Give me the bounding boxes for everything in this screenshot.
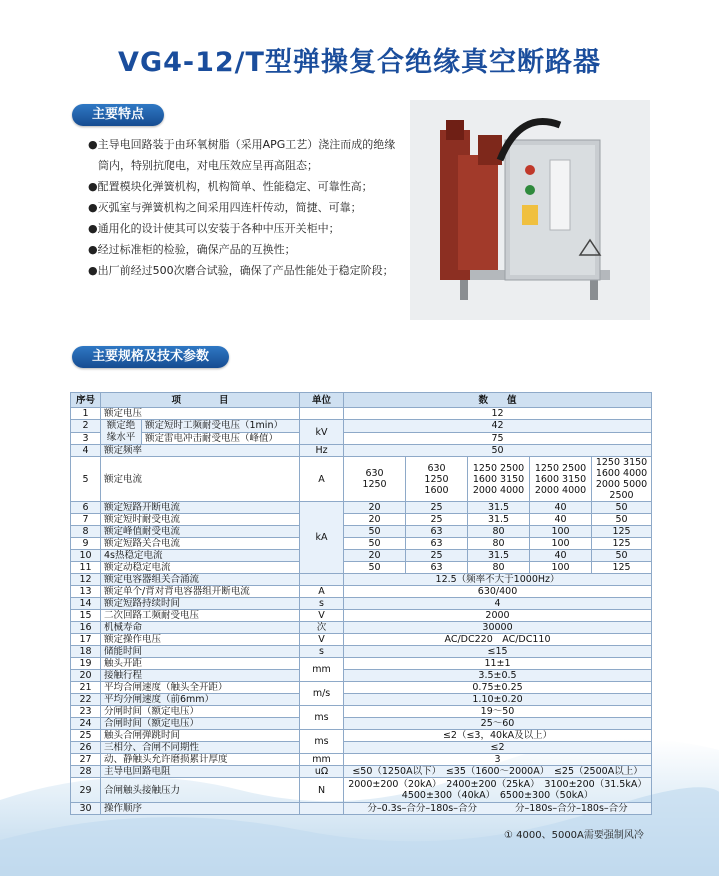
- row-item: 机械寿命: [101, 622, 300, 634]
- table-row: [71, 514, 652, 526]
- cell: 125: [592, 538, 652, 550]
- row-item: 平均合闸速度（触头全开距）: [101, 682, 300, 694]
- table-header-row: [71, 393, 652, 408]
- cell: 80: [468, 526, 530, 538]
- header-no: 序号: [71, 393, 101, 408]
- cell: 100: [530, 562, 592, 574]
- row-no: 28: [71, 766, 101, 778]
- table-row: [71, 408, 652, 420]
- row-item: 额定操作电压: [101, 634, 300, 646]
- table-row: [71, 562, 652, 574]
- cell: 20: [344, 514, 406, 526]
- feature-item: ●经过标准柜的检验，确保产品的互换性；: [88, 243, 296, 256]
- row-no: 25: [71, 730, 101, 742]
- cell: 63: [406, 526, 468, 538]
- row-value: AC/DC220 AC/DC110: [344, 634, 652, 646]
- current-col-3: 1250 2500 1600 3150 2000 4000: [468, 457, 530, 502]
- table-row: [71, 598, 652, 610]
- row-unit: A: [300, 457, 344, 502]
- row-no: 22: [71, 694, 101, 706]
- current-col-1: 630 1250: [344, 457, 406, 502]
- row-item: 三相分、合闸不同期性: [101, 742, 300, 754]
- row-value: ≤50（1250A以下） ≤35（1600～2000A） ≤25（2500A以上）: [344, 766, 652, 778]
- table-row: [71, 706, 652, 718]
- cell: 80: [468, 562, 530, 574]
- row-item: 接触行程: [101, 670, 300, 682]
- cell: 31.5: [468, 502, 530, 514]
- cell: 25: [406, 550, 468, 562]
- row-unit: m/s: [300, 682, 344, 706]
- table-row: [71, 574, 652, 586]
- row-item: 动、静触头允许磨损累计厚度: [101, 754, 300, 766]
- row-no: 2: [71, 420, 101, 433]
- row-unit: mm: [300, 754, 344, 766]
- table-row: [71, 634, 652, 646]
- row-item: 触头开距: [101, 658, 300, 670]
- row-value: 75: [344, 432, 652, 445]
- row-value: ≤2（≤3，40kA及以上）: [344, 730, 652, 742]
- row-no: 8: [71, 526, 101, 538]
- row-value: 3: [344, 754, 652, 766]
- row-item: 合闸触头接触压力: [101, 778, 300, 803]
- table-row: [71, 658, 652, 670]
- row-value: ≤2: [344, 742, 652, 754]
- cell: 40: [530, 550, 592, 562]
- row-no: 26: [71, 742, 101, 754]
- row-unit: [300, 574, 344, 586]
- row-value: 19～50: [344, 706, 652, 718]
- spec-table: [70, 392, 652, 815]
- features-list: [88, 134, 398, 281]
- cell: 125: [592, 562, 652, 574]
- row-value: 25～60: [344, 718, 652, 730]
- row-no: 6: [71, 502, 101, 514]
- row-item: 储能时间: [101, 646, 300, 658]
- row-no: 17: [71, 634, 101, 646]
- row-item: 二次回路工频耐受电压: [101, 610, 300, 622]
- spec-heading: 主要规格及技术参数: [72, 346, 229, 368]
- cell: 20: [344, 550, 406, 562]
- row-item: 额定短路关合电流: [101, 538, 300, 550]
- feature-item: ●灭弧室与弹簧机构之间采用四连杆传动，简捷、可靠；: [88, 201, 362, 214]
- footnote: ① 4000、5000A需要强制风冷: [504, 830, 644, 841]
- row-item: 额定电压: [101, 408, 300, 420]
- row-value: 630/400: [344, 586, 652, 598]
- row-unit: mm: [300, 658, 344, 682]
- row-unit: ms: [300, 706, 344, 730]
- breaker-illustration: [410, 100, 650, 320]
- table-row: [71, 730, 652, 742]
- row-unit: A: [300, 586, 344, 598]
- row-value: 50: [344, 445, 652, 457]
- row-no: 1: [71, 408, 101, 420]
- table-row: [71, 670, 652, 682]
- table-row: [71, 586, 652, 598]
- row-unit: s: [300, 646, 344, 658]
- cell: 100: [530, 538, 592, 550]
- cell: 40: [530, 502, 592, 514]
- row-item: 额定峰值耐受电流: [101, 526, 300, 538]
- feature-item: ●配置模块化弹簧机构，机构简单、性能稳定、可靠性高；: [88, 180, 373, 193]
- row-value: 2000: [344, 610, 652, 622]
- row-no: 9: [71, 538, 101, 550]
- row-value: 3.5±0.5: [344, 670, 652, 682]
- row-item: 额定雷电冲击耐受电压（峰值）: [142, 432, 300, 445]
- row-no: 16: [71, 622, 101, 634]
- row-item: 额定电流: [101, 457, 300, 502]
- row-item: 平均分闸速度（前6mm）: [101, 694, 300, 706]
- row-value: 1.10±0.20: [344, 694, 652, 706]
- feature-item: ●主导电回路装于由环氧树脂（采用APG工艺）浇注而成的绝缘筒内，特别抗爬电，对电压效应呈再高阻态；: [88, 138, 396, 172]
- cell: 50: [344, 562, 406, 574]
- row-no: 19: [71, 658, 101, 670]
- features-heading: 主要特点: [72, 104, 164, 126]
- table-row: [71, 538, 652, 550]
- row-value: 4: [344, 598, 652, 610]
- cell: 50: [344, 526, 406, 538]
- row-item: 操作顺序: [101, 803, 300, 815]
- row-no: 5: [71, 457, 101, 502]
- group-line-1: 额定绝: [106, 420, 136, 431]
- cell: 125: [592, 526, 652, 538]
- cell: 63: [406, 562, 468, 574]
- cell: 50: [592, 550, 652, 562]
- row-item: 额定短时耐受电流: [101, 514, 300, 526]
- row-no: 11: [71, 562, 101, 574]
- page-title: VG4-12/T型弹操复合绝缘真空断路器: [118, 47, 601, 78]
- table-row: [71, 457, 652, 502]
- cell: 80: [468, 538, 530, 550]
- row-unit: ms: [300, 730, 344, 754]
- table-row: [71, 610, 652, 622]
- row-no: 15: [71, 610, 101, 622]
- row-value: 0.75±0.25: [344, 682, 652, 694]
- row-no: 12: [71, 574, 101, 586]
- row-item: 额定单个/背对背电容器组开断电流: [101, 586, 300, 598]
- cell: 25: [406, 514, 468, 526]
- row-no: 4: [71, 445, 101, 457]
- row-group: [101, 420, 142, 445]
- row-item: 额定电容器组关合涌流: [101, 574, 300, 586]
- cell: 50: [592, 502, 652, 514]
- row-unit: Hz: [300, 445, 344, 457]
- table-row: [71, 694, 652, 706]
- row-unit: N: [300, 778, 344, 803]
- row-item: 触头合闸弹跳时间: [101, 730, 300, 742]
- row-item: 4s热稳定电流: [101, 550, 300, 562]
- cell: 31.5: [468, 514, 530, 526]
- table-row: [71, 622, 652, 634]
- row-no: 23: [71, 706, 101, 718]
- row-value: 分–0.3s–合分–180s–合分 分–180s–合分–180s–合分: [344, 803, 652, 815]
- table-row: [71, 742, 652, 754]
- row-value: ≤15: [344, 646, 652, 658]
- row-item: 分闸时间（额定电压）: [101, 706, 300, 718]
- row-value: 2000±200（20kA） 2400±200（25kA） 3100±200（31.5kA） 4500±300（40kA） 6500±300（50kA）: [344, 778, 652, 803]
- header-item: 项 目: [101, 393, 300, 408]
- cell: 50: [592, 514, 652, 526]
- current-col-4: 1250 2500 1600 3150 2000 4000: [530, 457, 592, 502]
- row-unit: V: [300, 610, 344, 622]
- table-row: [71, 445, 652, 457]
- table-row: [71, 526, 652, 538]
- row-no: 7: [71, 514, 101, 526]
- cell: 25: [406, 502, 468, 514]
- row-no: 21: [71, 682, 101, 694]
- feature-item: ●出厂前经过500次磨合试验，确保了产品性能处于稳定阶段；: [88, 264, 394, 277]
- cell: 20: [344, 502, 406, 514]
- table-row: [71, 778, 652, 803]
- header-unit: 单位: [300, 393, 344, 408]
- row-item: 额定频率: [101, 445, 300, 457]
- row-item: 主导电回路电阻: [101, 766, 300, 778]
- cell: 50: [344, 538, 406, 550]
- row-unit: V: [300, 634, 344, 646]
- row-item: 额定短路开断电流: [101, 502, 300, 514]
- row-value: 30000: [344, 622, 652, 634]
- row-value: 42: [344, 420, 652, 433]
- cell: 100: [530, 526, 592, 538]
- row-no: 20: [71, 670, 101, 682]
- table-row: [71, 682, 652, 694]
- group-line-2: 缘水平: [106, 432, 136, 443]
- row-unit: [300, 803, 344, 815]
- row-item: 额定动稳定电流: [101, 562, 300, 574]
- row-no: 30: [71, 803, 101, 815]
- row-no: 29: [71, 778, 101, 803]
- row-unit: kV: [300, 420, 344, 445]
- row-item: 合闸时间（额定电压）: [101, 718, 300, 730]
- row-item: 额定短时工频耐受电压（1min）: [142, 420, 300, 433]
- table-row: [71, 550, 652, 562]
- row-no: 24: [71, 718, 101, 730]
- product-photo: [410, 100, 650, 320]
- header-value: 数 值: [344, 393, 652, 408]
- cell: 63: [406, 538, 468, 550]
- feature-item: ●通用化的设计使其可以安装于各种中压开关柜中；: [88, 222, 340, 235]
- row-no: 10: [71, 550, 101, 562]
- table-row: [71, 766, 652, 778]
- table-row: [71, 718, 652, 730]
- row-unit: kA: [300, 502, 344, 574]
- row-value: 11±1: [344, 658, 652, 670]
- table-row: [71, 803, 652, 815]
- row-unit: s: [300, 598, 344, 610]
- table-row: [71, 754, 652, 766]
- row-no: 18: [71, 646, 101, 658]
- cell: 31.5: [468, 550, 530, 562]
- row-value: 12.5（频率不大于1000Hz）: [344, 574, 652, 586]
- row-no: 3: [71, 432, 101, 445]
- row-unit: 次: [300, 622, 344, 634]
- table-row: [71, 646, 652, 658]
- row-no: 13: [71, 586, 101, 598]
- row-item: 额定短路持续时间: [101, 598, 300, 610]
- cell: 40: [530, 514, 592, 526]
- row-no: 14: [71, 598, 101, 610]
- row-no: 27: [71, 754, 101, 766]
- table-row: [71, 432, 652, 445]
- current-col-5: 1250 3150 1600 4000 2000 5000 2500: [592, 457, 652, 502]
- table-row: [71, 502, 652, 514]
- row-value: 12: [344, 408, 652, 420]
- current-col-2: 630 1250 1600: [406, 457, 468, 502]
- table-row: [71, 420, 652, 433]
- row-unit: [300, 408, 344, 420]
- row-unit: uΩ: [300, 766, 344, 778]
